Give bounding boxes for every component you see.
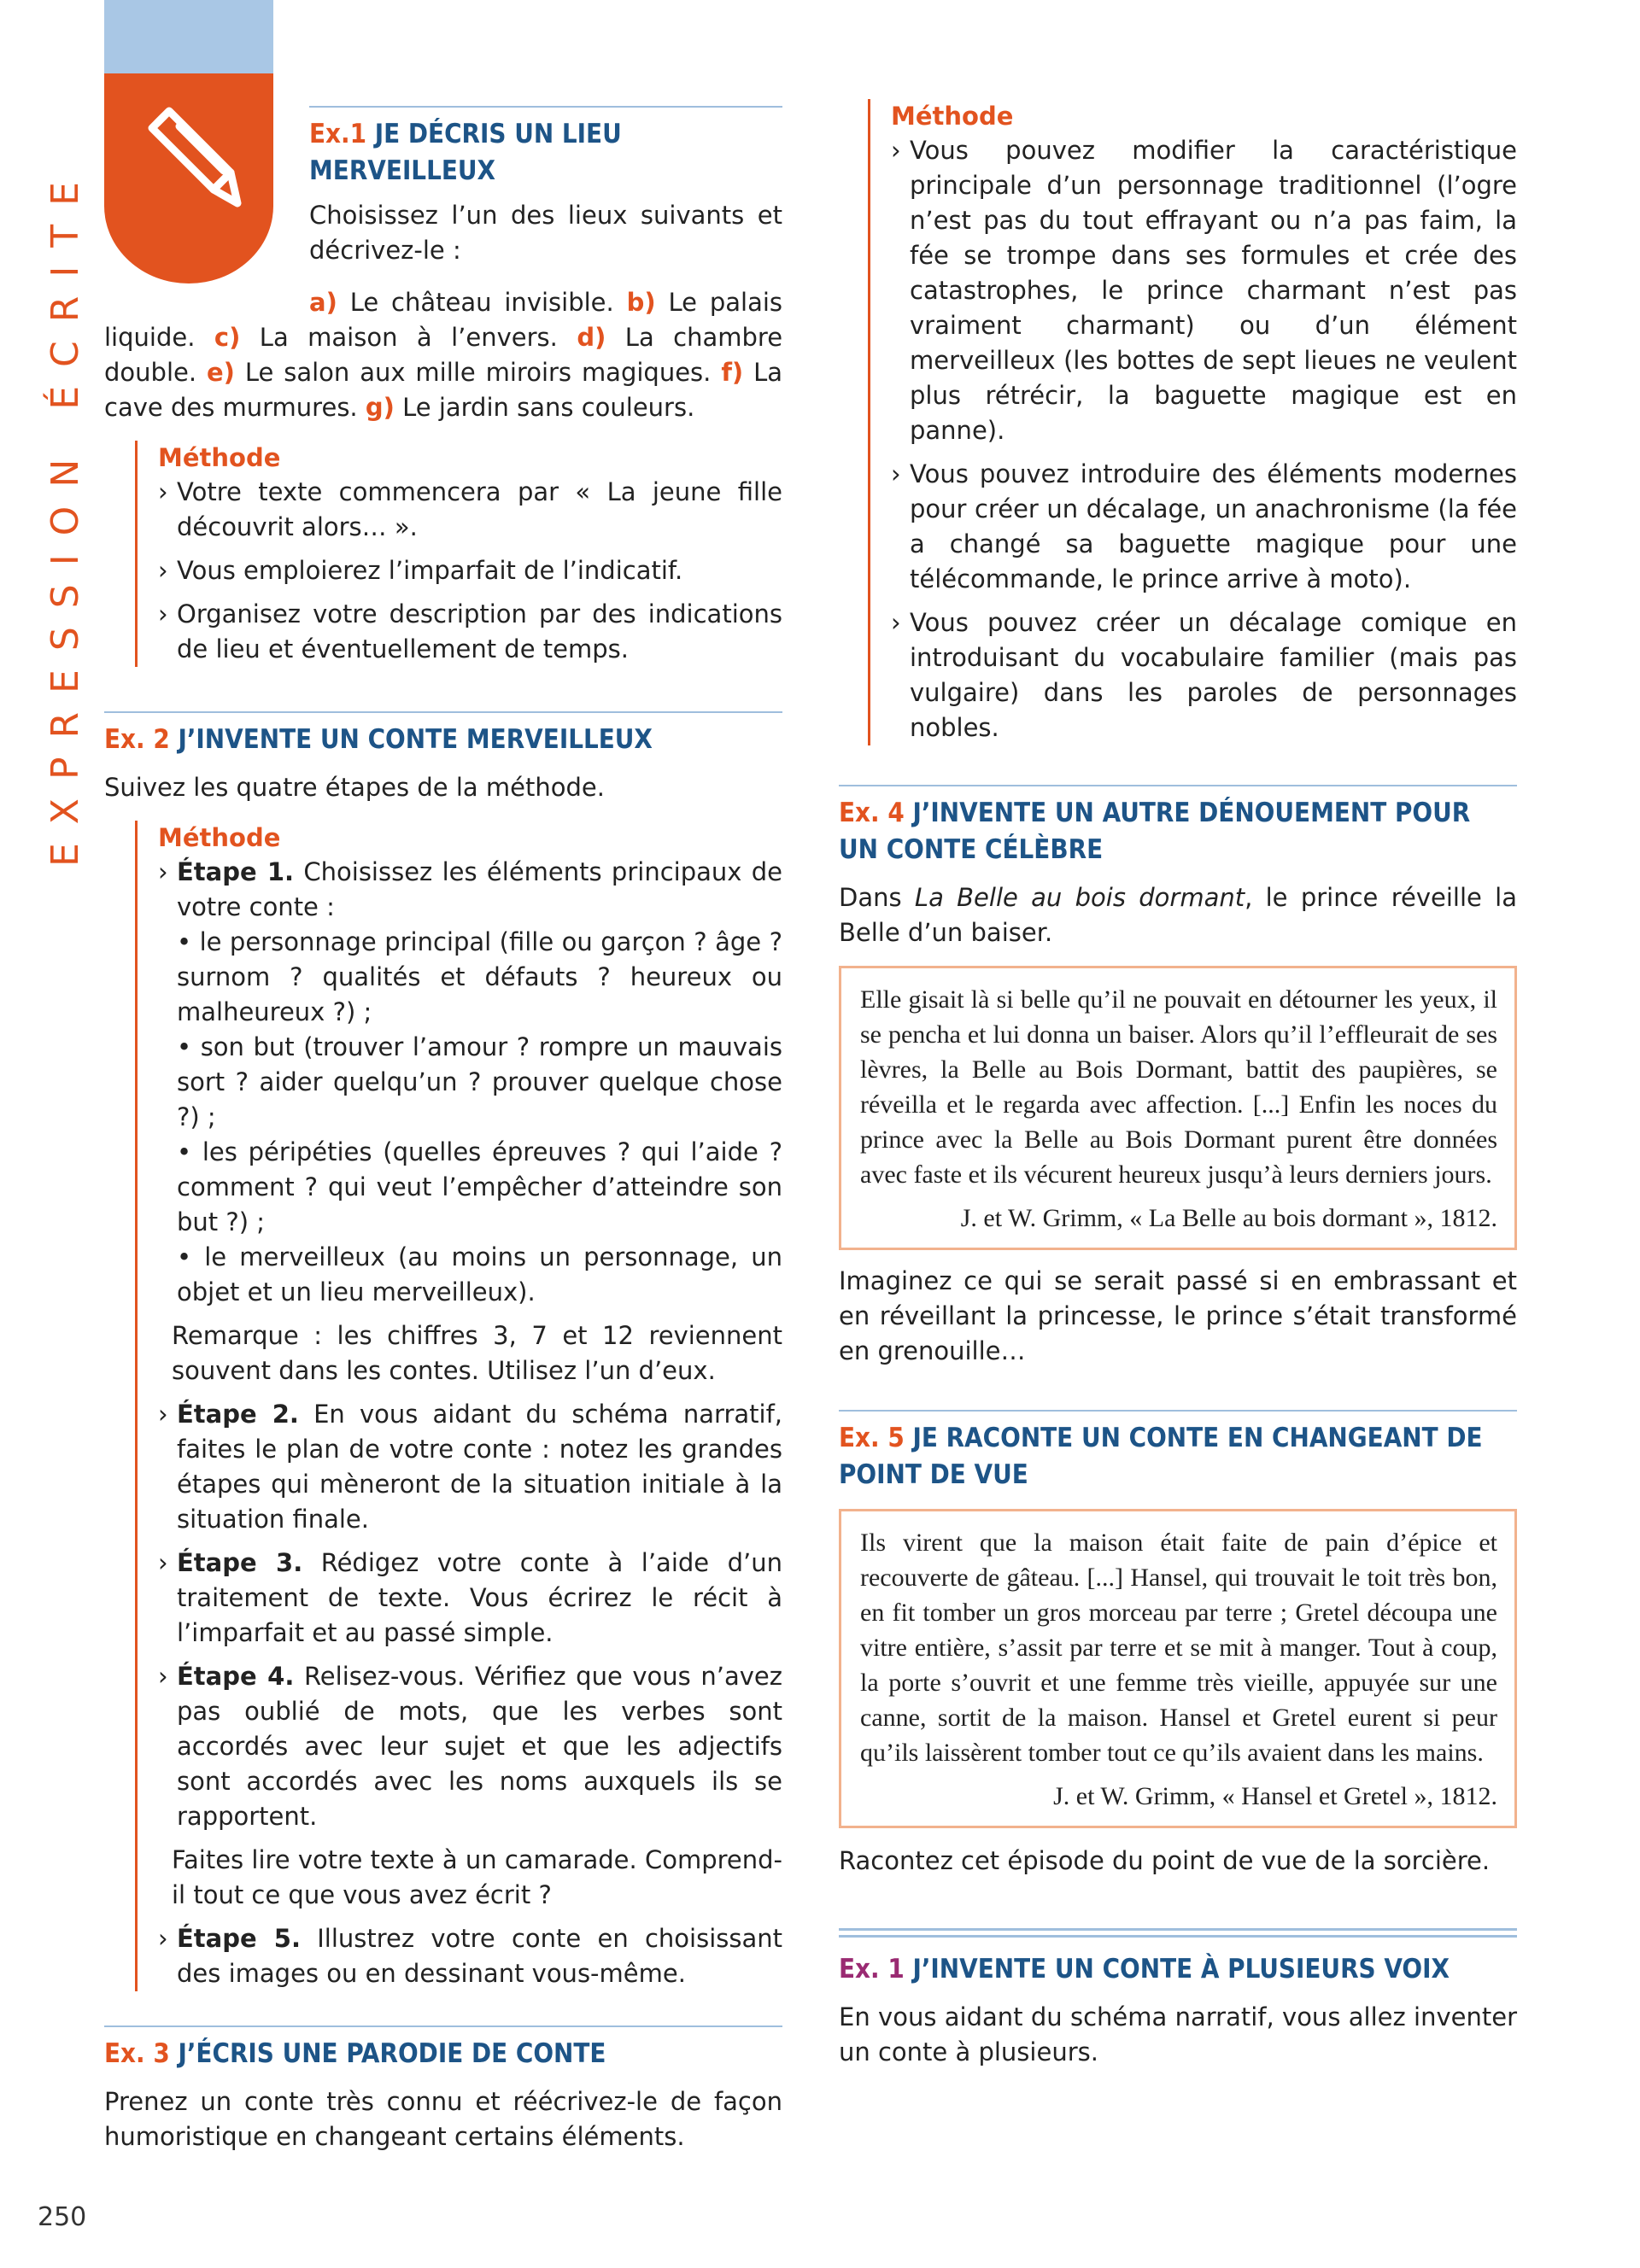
option-d-text: La chambre double. [104,323,783,387]
page-number: 250 [38,2202,87,2232]
option-d-label: d) [577,323,606,352]
option-e-label: e) [206,358,235,387]
ex4-heading [839,795,1517,868]
etape-3-text: Rédigez votre conte à l’aide d’un traitement de texte. Vous écrirez le récit à l’imparfait et au passé simple. [177,1548,782,1647]
ex5-quote-box [839,1509,1517,1828]
etape-4-text: Relisez-vous. Vérifiez que vous n’avez pas oublié de mots, que les verbes sont accordés avec leur sujet et que les adjectifs sont accordés avec les noms auxquels ils se rapportent. [177,1662,782,1831]
ex5-heading [839,1420,1517,1493]
ex4-quote-box [839,966,1517,1250]
option-c-label: c) [214,323,241,352]
ex3-title: J’ÉCRIS UNE PARODIE DE CONTE [178,2038,606,2069]
parodie-methode [868,99,1517,745]
ex1-methode-item: › Vous emploierez l’imparfait de l’indicatif. [158,553,782,588]
etape-2-text: En vous aidant du schéma narratif, faites le plan de votre conte : notez les grandes étapes qui mèneront de la situation initiale à la situation finale. [177,1400,782,1534]
ex5-title: JE RACONTE UN CONTE EN CHANGEANT DE POINT DE VUE [839,1423,1483,1490]
ex2-number: Ex. 2 [104,724,170,755]
bullet-item: • le personnage principal (fille ou garçon ? âge ? surnom ? qualités et défauts ? heureux ou malheureux ?) ; [177,927,782,1026]
option-b-label: b) [626,288,656,317]
etape-1-label: Étape 1. [177,857,295,886]
ex2-methode-title: Méthode [158,823,281,852]
etape-1 [158,855,782,925]
ex3-heading [104,2036,782,2072]
ex3-rule [104,2025,782,2027]
ex1-number: Ex.1 [309,119,367,149]
bullet-item: • son but (trouver l’amour ? rompre un mauvais sort ? aider quelqu’un ? prouver quelque chose ?) ; [177,1032,782,1131]
ex4-intro [839,880,1517,950]
ex5-rule [839,1410,1517,1412]
ex4-quote-source: J. et W. Grimm, « La Belle au bois dormant », 1812. [960,1204,1497,1232]
ex4-intro-before: Dans [839,883,915,912]
parodie-methode-item: › Vous pouvez introduire des éléments modernes pour créer un décalage, un anachronisme (la fée a changé sa baguette magique pour une télécommande, le prince arrive à moto). [891,457,1517,597]
ex1-methode-item: › Votre texte commencera par « La jeune fille découvrit alors… ». [158,475,782,545]
ex6-number: Ex. 1 [839,1954,905,1984]
parodie-methode-item: › Vous pouvez créer un décalage comique en introduisant du vocabulaire familier (mais pas vulgaire) dans les paroles de personnages nobles. [891,605,1517,745]
etape-2-label: Étape 2. [177,1400,299,1429]
ex5-number: Ex. 5 [839,1423,905,1453]
etape-3-label: Étape 3. [177,1548,303,1577]
ex2-heading [104,722,782,758]
ex6-text: En vous aidant du schéma narratif, vous allez inventer un conte à plusieurs. [839,2002,1517,2066]
ex6-title: J’INVENTE UN CONTE À PLUSIEURS VOIX [912,1954,1450,1984]
ex2-title: J’INVENTE UN CONTE MERVEILLEUX [178,724,653,755]
etape-5 [158,1921,782,1991]
ex1-methode-item: › Organisez votre description par des indications de lieu et éventuellement de temps. [158,597,782,667]
ex2-methode [135,821,782,1991]
ex5-quote-text: Ils virent que la maison était faite de pain d’épice et recouverte de gâteau. [...] Hansel, qui trouvait le toit très bon, en fit tomber un gros morceau par terre ; Gretel découpa une vitre entière, s’assit par terre et se mit à manger. Tout à coup, la porte s’ouvrit et une femme très vieille, appuyée sur une canne, sortit de la maison. Hansel et Gretel eurent si peur qu’ils laissèrent tomber tout ce qu’ils avaient dans les mains. [860,1529,1497,1767]
ex6-heading [839,1951,1517,1988]
pencil-icon [135,94,246,222]
etape-5-text: Illustrez votre conte en choisissant des images ou en dessinant vous-même. [177,1924,782,1988]
ex1-methode-title: Méthode [158,443,281,472]
ex1-title: JE DÉCRIS UN LIEU MERVEILLEUX [309,119,622,186]
etape-3 [158,1546,782,1651]
parodie-methode-title: Méthode [891,102,1014,131]
section-title: EXPRESSION ÉCRITE [44,163,87,867]
etape-4-label: Étape 4. [177,1662,295,1691]
etape-5-label: Étape 5. [177,1924,301,1953]
option-a-text: Le château invisible. [349,288,614,317]
ex4-intro-title: La Belle au bois dormant [914,883,1245,912]
option-g-text: Le jardin sans couleurs. [402,393,695,422]
etape-2 [158,1397,782,1537]
ex3-number: Ex. 3 [104,2038,170,2069]
option-a-label: a) [309,288,337,317]
option-b-text: Le palais liquide. [104,288,783,352]
option-f-label: f) [721,358,744,387]
ex1-heading [309,116,782,190]
bullet-item: • le merveilleux (au moins un personnage, un objet et un lieu merveilleux). [177,1242,782,1306]
ex4-title: J’INVENTE UN AUTRE DÉNOUEMENT POUR UN CONTE CÉLÈBRE [839,798,1471,865]
ex4-intro-after: , le prince réveille la Belle d’un baiser. [839,883,1517,947]
option-g-label: g) [365,393,395,422]
etape-4-note: Faites lire votre texte à un camarade. Comprend-il tout ce que vous avez écrit ? [172,1845,782,1909]
ex1-rule [309,106,782,108]
ex6-double-rule [839,1928,1517,1938]
remarque: Remarque : les chiffres 3, 7 et 12 reviennent souvent dans les contes. Utilisez l’un d’eux. [172,1321,782,1385]
ex4-task: Imaginez ce qui se serait passé si en embrassant et en réveillant la princesse, le prince s’était transformé en grenouille… [839,1266,1517,1365]
ex2-intro: Suivez les quatre étapes de la méthode. [104,773,605,802]
ex5-quote-source: J. et W. Grimm, « Hansel et Gretel », 1812. [1053,1782,1497,1810]
ex1-methode [135,441,782,667]
option-c-text: La maison à l’envers. [259,323,558,352]
ex2-rule [104,711,782,713]
ex1-options [104,285,782,425]
option-f-text: La cave des murmures. [104,358,783,422]
ex4-rule [839,785,1517,786]
ex5-task: Racontez cet épisode du point de vue de la sorcière. [839,1846,1491,1875]
ex3-text: Prenez un conte très connu et réécrivez-le de façon humoristique en changeant certains éléments. [104,2087,782,2151]
ex4-quote-text: Elle gisait là si belle qu’il ne pouvait en détourner les yeux, il se pencha et lui donna un baiser. Alors qu’il l’effleurait de ses lèvres, la Belle au Bois Dormant, battit des paupières, se réveilla et le regarda avec affection. [...] Enfin les noces du prince avec la Belle au Bois Dormant purent être données avec faste et ils vécurent heureux jusqu’à leurs derniers jours. [860,985,1497,1189]
ex1-intro: Choisissez l’un des lieux suivants et décrivez-le : [309,201,782,265]
option-e-text: Le salon aux mille miroirs magiques. [244,358,712,387]
etape-1-text: Choisissez les éléments principaux de votre conte : [177,857,782,921]
parodie-methode-item: › Vous pouvez modifier la caractéristique principale d’un personnage traditionnel (l’ogre n’est pas du tout effrayant ou n’a pas faim, la fée se trompe dans ses formules et crée des catastrophes, le prince charmant n’est pas vraiment charmant) ou d’un élément merveilleux (les bottes de sept lieues ne veulent plus rétrécir, la baguette magique est en panne). [891,133,1517,448]
bullet-item: • les péripéties (quelles épreuves ? qui l’aide ? comment ? qui veut l’empêcher d’atteindre son but ?) ; [177,1137,782,1236]
etape-4 [158,1659,782,1834]
ex4-number: Ex. 4 [839,798,905,828]
